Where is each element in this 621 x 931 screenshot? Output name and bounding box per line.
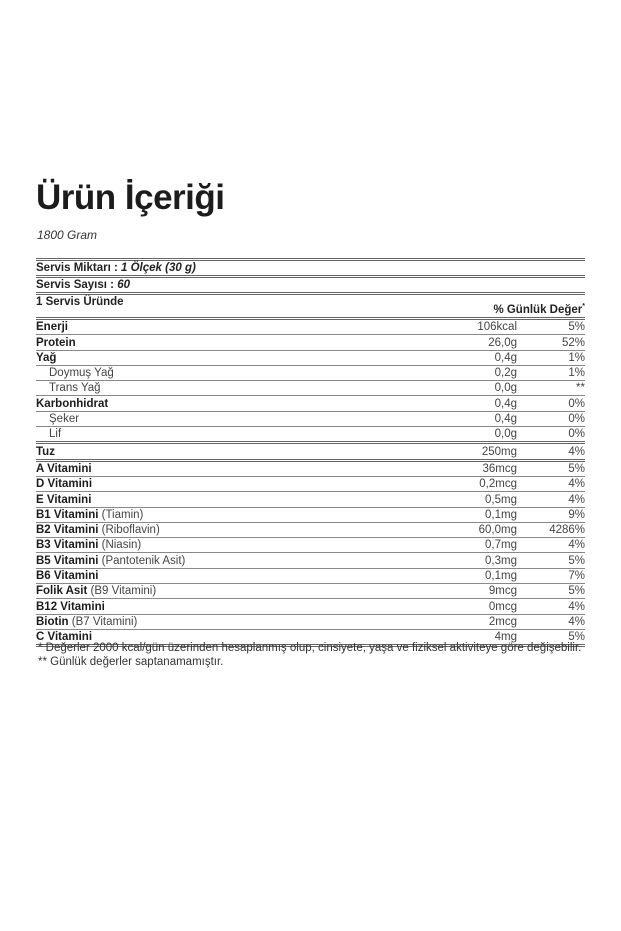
nutrient-name: B2 Vitamini [36, 524, 99, 537]
serving-size-value: 1 Ölçek (30 g) [121, 262, 196, 274]
nutrient-label [36, 336, 437, 350]
nutrient-label [36, 569, 437, 583]
page-title: Ürün İçeriği [36, 178, 225, 217]
nutrient-detail: Lif [49, 428, 62, 441]
nutrient-daily-value: ** [576, 382, 585, 395]
serving-count-value: 60 [117, 279, 130, 291]
nutrient-name: Enerji [36, 321, 68, 334]
nutrient-name: B6 Vitamini [36, 570, 99, 583]
nutrient-daily-value: 1% [568, 351, 585, 364]
nutrient-label [36, 462, 437, 476]
nutrient-amount: 106kcal [477, 321, 517, 334]
nutrient-label [36, 584, 437, 598]
nutrient-amount: 4mg [494, 631, 517, 644]
table-row [36, 365, 585, 380]
nutrient-daily-value: 4286% [549, 524, 585, 537]
table-row [36, 491, 585, 506]
nutrient-name: Biotin [36, 615, 69, 628]
nutrient-daily-value: 5% [568, 631, 585, 644]
table-row [36, 614, 585, 629]
nutrient-label [36, 427, 437, 441]
nutrient-amount: 0,0g [494, 382, 517, 395]
serving-size-label: Servis Miktarı : [36, 262, 122, 274]
nutrient-label [36, 412, 437, 426]
table-row [36, 507, 585, 522]
nutrient-amount: 0mcg [488, 600, 517, 613]
nutrient-name: Folik Asit [36, 585, 88, 598]
nutrient-label [36, 477, 437, 491]
header-left: 1 Servis Üründe [36, 296, 124, 308]
header-right: % Günlük Değer [493, 304, 583, 316]
nutrient-detail: Doymuş Yağ [49, 367, 114, 380]
nutrient-daily-value: 0% [568, 428, 585, 441]
nutrient-detail: Trans Yağ [49, 382, 101, 395]
nutrient-amount: 2mcg [488, 615, 517, 628]
table-row [36, 462, 585, 476]
table-row [36, 444, 585, 458]
table-header [36, 295, 585, 317]
nutrient-amount: 0,4g [494, 351, 517, 364]
nutrient-name: Karbonhidrat [36, 397, 109, 410]
nutrient-label [36, 523, 437, 537]
nutrient-label [36, 493, 437, 507]
nutrition-table [36, 258, 585, 647]
nutrient-amount: 0,4g [494, 397, 517, 410]
nutrient-label [36, 320, 437, 334]
table-row [36, 568, 585, 583]
nutrient-label [36, 445, 437, 459]
table-row [36, 320, 585, 334]
nutrient-name: B12 Vitamini [36, 600, 105, 613]
nutrient-amount: 0,7mg [485, 539, 517, 552]
nutrient-daily-value: 0% [568, 413, 585, 426]
nutrient-detail: (B7 Vitamini) [68, 615, 138, 628]
nutrient-amount: 0,1mg [485, 570, 517, 583]
table-row [36, 411, 585, 426]
nutrient-daily-value: 1% [568, 367, 585, 380]
header-right-mark: * [582, 303, 585, 311]
table-row [36, 380, 585, 395]
nutrient-label [36, 397, 437, 411]
nutrient-daily-value: 4% [568, 445, 585, 458]
footnotes [38, 642, 581, 669]
table-row [36, 350, 585, 365]
nutrient-detail: (Pantotenik Asit) [98, 554, 186, 567]
product-size: 1800 Gram [37, 228, 98, 242]
nutrient-label [36, 508, 437, 522]
nutrient-label [36, 381, 437, 395]
nutrient-detail: (B9 Vitamini) [87, 585, 157, 598]
nutrient-daily-value: 5% [568, 554, 585, 567]
nutrient-amount: 0,4g [494, 413, 517, 426]
nutrient-amount: 0,0g [494, 428, 517, 441]
nutrient-name: Tuz [36, 445, 55, 458]
nutrient-name: B3 Vitamini [36, 539, 99, 552]
nutrient-amount: 0,5mg [485, 493, 517, 506]
nutrient-label [36, 538, 437, 552]
table-row [36, 395, 585, 410]
nutrient-detail: (Niasin) [98, 539, 142, 552]
nutrient-detail: (Riboflavin) [98, 524, 160, 537]
serving-count-label: Servis Sayısı : [36, 279, 118, 291]
nutrient-daily-value: 52% [561, 336, 585, 349]
nutrient-daily-value: 4% [568, 539, 585, 552]
nutrient-amount: 26,0g [488, 336, 517, 349]
nutrient-amount: 36mcg [482, 462, 517, 475]
nutrient-daily-value: 4% [568, 478, 585, 491]
nutrient-amount: 0,1mg [485, 508, 517, 521]
nutrient-daily-value: 7% [568, 570, 585, 583]
table-row [36, 583, 585, 598]
nutrient-detail: Şeker [49, 413, 80, 426]
footnote: * Değerler 2000 kcal/gün üzerinden hesaplanmış olup, cinsiyete, yaşa ve fiziksel aktiviteye göre değişebilir. [38, 642, 582, 654]
table-row [36, 476, 585, 491]
nutrient-label [36, 600, 437, 614]
nutrient-daily-value: 4% [568, 600, 585, 613]
nutrient-name: A Vitamini [36, 462, 92, 475]
nutrient-label [36, 554, 437, 568]
nutrient-amount: 0,2g [494, 367, 517, 380]
nutrient-amount: 9mcg [488, 585, 517, 598]
table-row [36, 537, 585, 552]
nutrient-name: B5 Vitamini [36, 554, 99, 567]
nutrient-name: Yağ [36, 351, 57, 364]
serving-size [36, 261, 585, 275]
nutrient-daily-value: 5% [568, 585, 585, 598]
nutrient-name: C Vitamini [36, 631, 93, 644]
footnote: ** Günlük değerler saptanamamıştır. [38, 655, 224, 668]
nutrient-amount: 0,2mcg [479, 478, 517, 491]
nutrient-daily-value: 0% [568, 397, 585, 410]
nutrient-name: D Vitamini [36, 478, 93, 491]
nutrient-amount: 250mg [481, 445, 517, 458]
nutrient-name: B1 Vitamini [36, 508, 99, 521]
nutrient-daily-value: 5% [568, 321, 585, 334]
nutrient-daily-value: 9% [568, 508, 585, 521]
nutrient-label [36, 366, 437, 380]
table-row [36, 522, 585, 537]
serving-count [36, 278, 585, 292]
nutrient-label [36, 615, 437, 629]
nutrient-name: Protein [36, 336, 76, 349]
nutrient-daily-value: 5% [568, 462, 585, 475]
table-row [36, 552, 585, 567]
table-row [36, 598, 585, 613]
nutrient-daily-value: 4% [568, 493, 585, 506]
nutrient-amount: 0,3mg [485, 554, 517, 567]
table-row [36, 334, 585, 349]
nutrient-detail: (Tiamin) [98, 508, 144, 521]
nutrient-amount: 60,0mg [478, 524, 517, 537]
table-row [36, 426, 585, 441]
nutrient-name: E Vitamini [36, 493, 92, 506]
nutrient-label [36, 351, 437, 365]
nutrient-daily-value: 4% [568, 615, 585, 628]
